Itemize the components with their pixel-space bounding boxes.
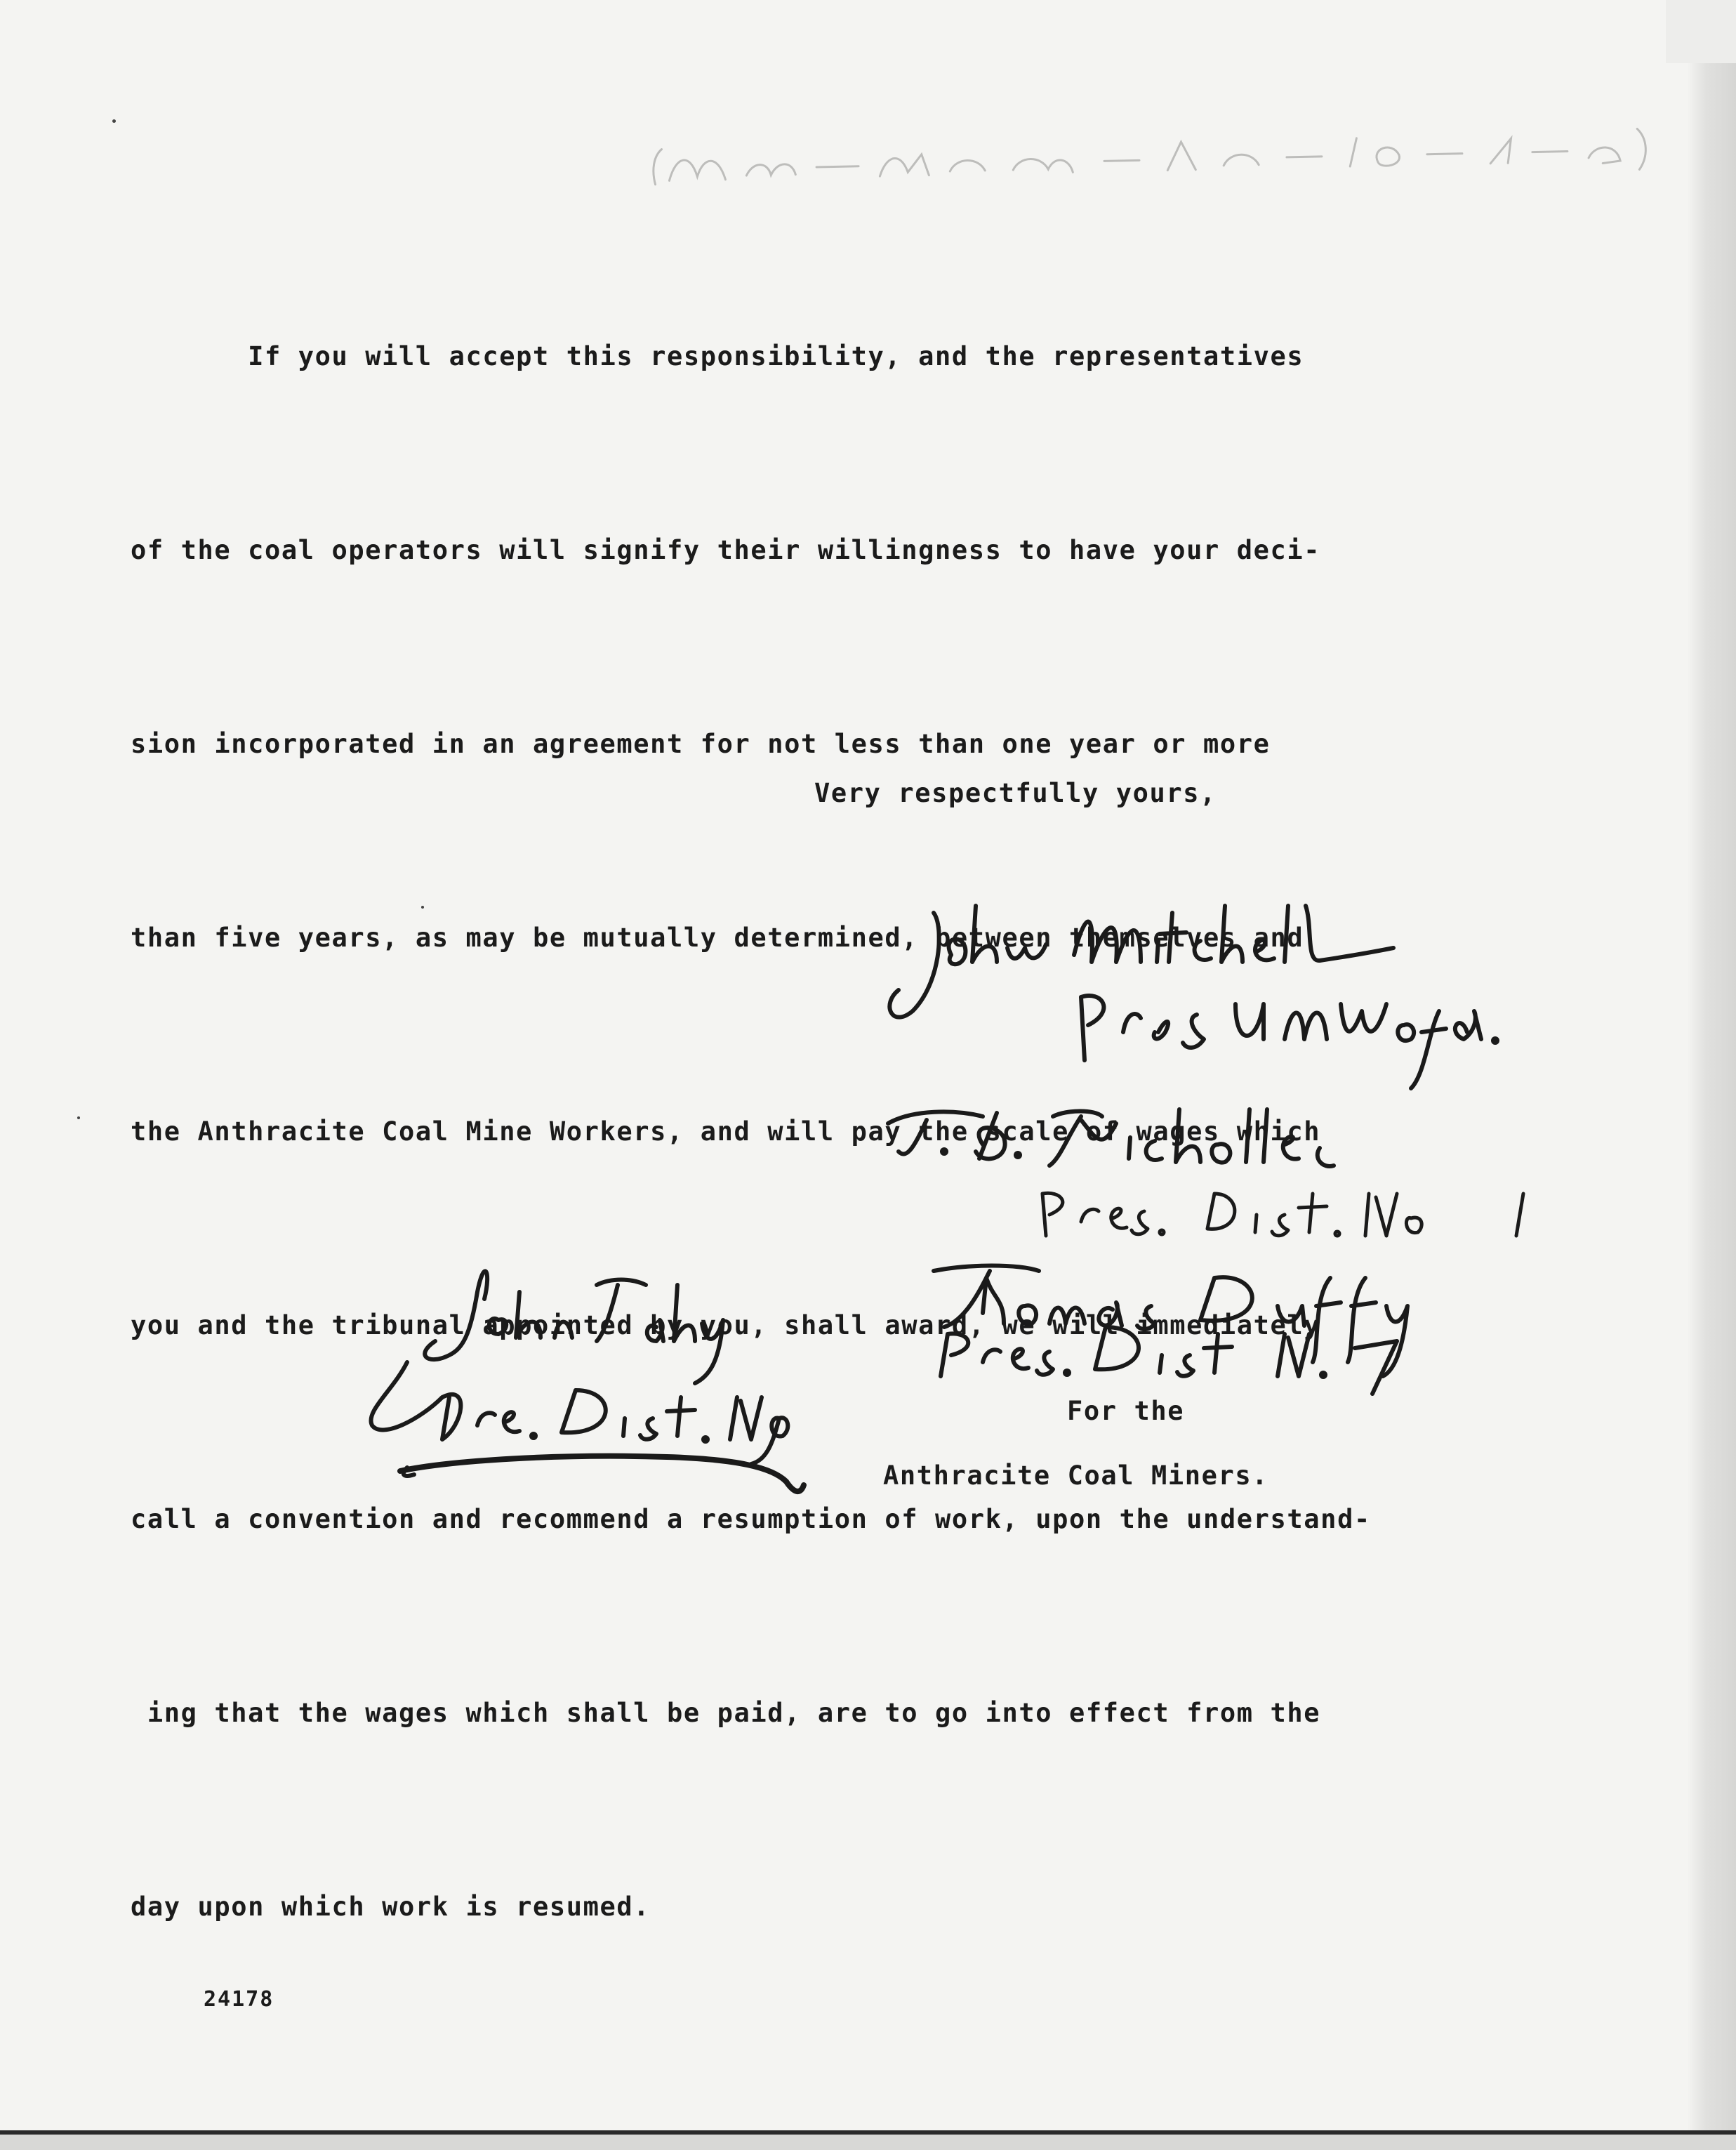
signature-title-dist-7 [941, 1327, 1397, 1394]
signature-title-umwa [1081, 996, 1497, 1088]
paragraph-line: ing that the wages which shall be paid, are to go into effect from the [131, 1698, 1321, 1728]
paper-speck [77, 1116, 80, 1119]
scan-margin [0, 2135, 1736, 2150]
paper-speck [421, 906, 424, 909]
paragraph-line: than five years, as may be mutually determined, between themselves and [131, 923, 1304, 953]
signature-thomas-duffy [934, 1266, 1407, 1377]
signature-title-dist-1 [1042, 1193, 1523, 1236]
paragraph-line: sion incorporated in an agreement for not less than one year or more [131, 729, 1271, 759]
paragraph-line: of the coal operators will signify their willingness to have your deci- [131, 535, 1321, 565]
document-number: 24178 [204, 1987, 274, 2012]
signature-john-fahy [371, 1271, 804, 1491]
paragraph-line: the Anthracite Coal Mine Workers, and will pay the scale of wages which [131, 1116, 1321, 1147]
paper-speck [112, 119, 116, 123]
paragraph-line: day upon which work is resumed. [131, 1892, 651, 1922]
for-the-line: For the [1067, 1396, 1185, 1426]
signature-td-nicholls [888, 1109, 1334, 1166]
paragraph-line: you and the tribunal appointed by you, shall award, we will immediately [131, 1310, 1321, 1340]
paragraph-line: call a convention and recommend a resumption of work, upon the understand- [131, 1504, 1371, 1534]
paragraph-line: If you will accept this responsibility, and the representatives [131, 341, 1304, 371]
organization-name: Anthracite Coal Miners. [883, 1460, 1269, 1491]
signature-john-mitchell [889, 906, 1393, 1017]
letter-closing: Very respectfully yours, [814, 778, 1217, 808]
